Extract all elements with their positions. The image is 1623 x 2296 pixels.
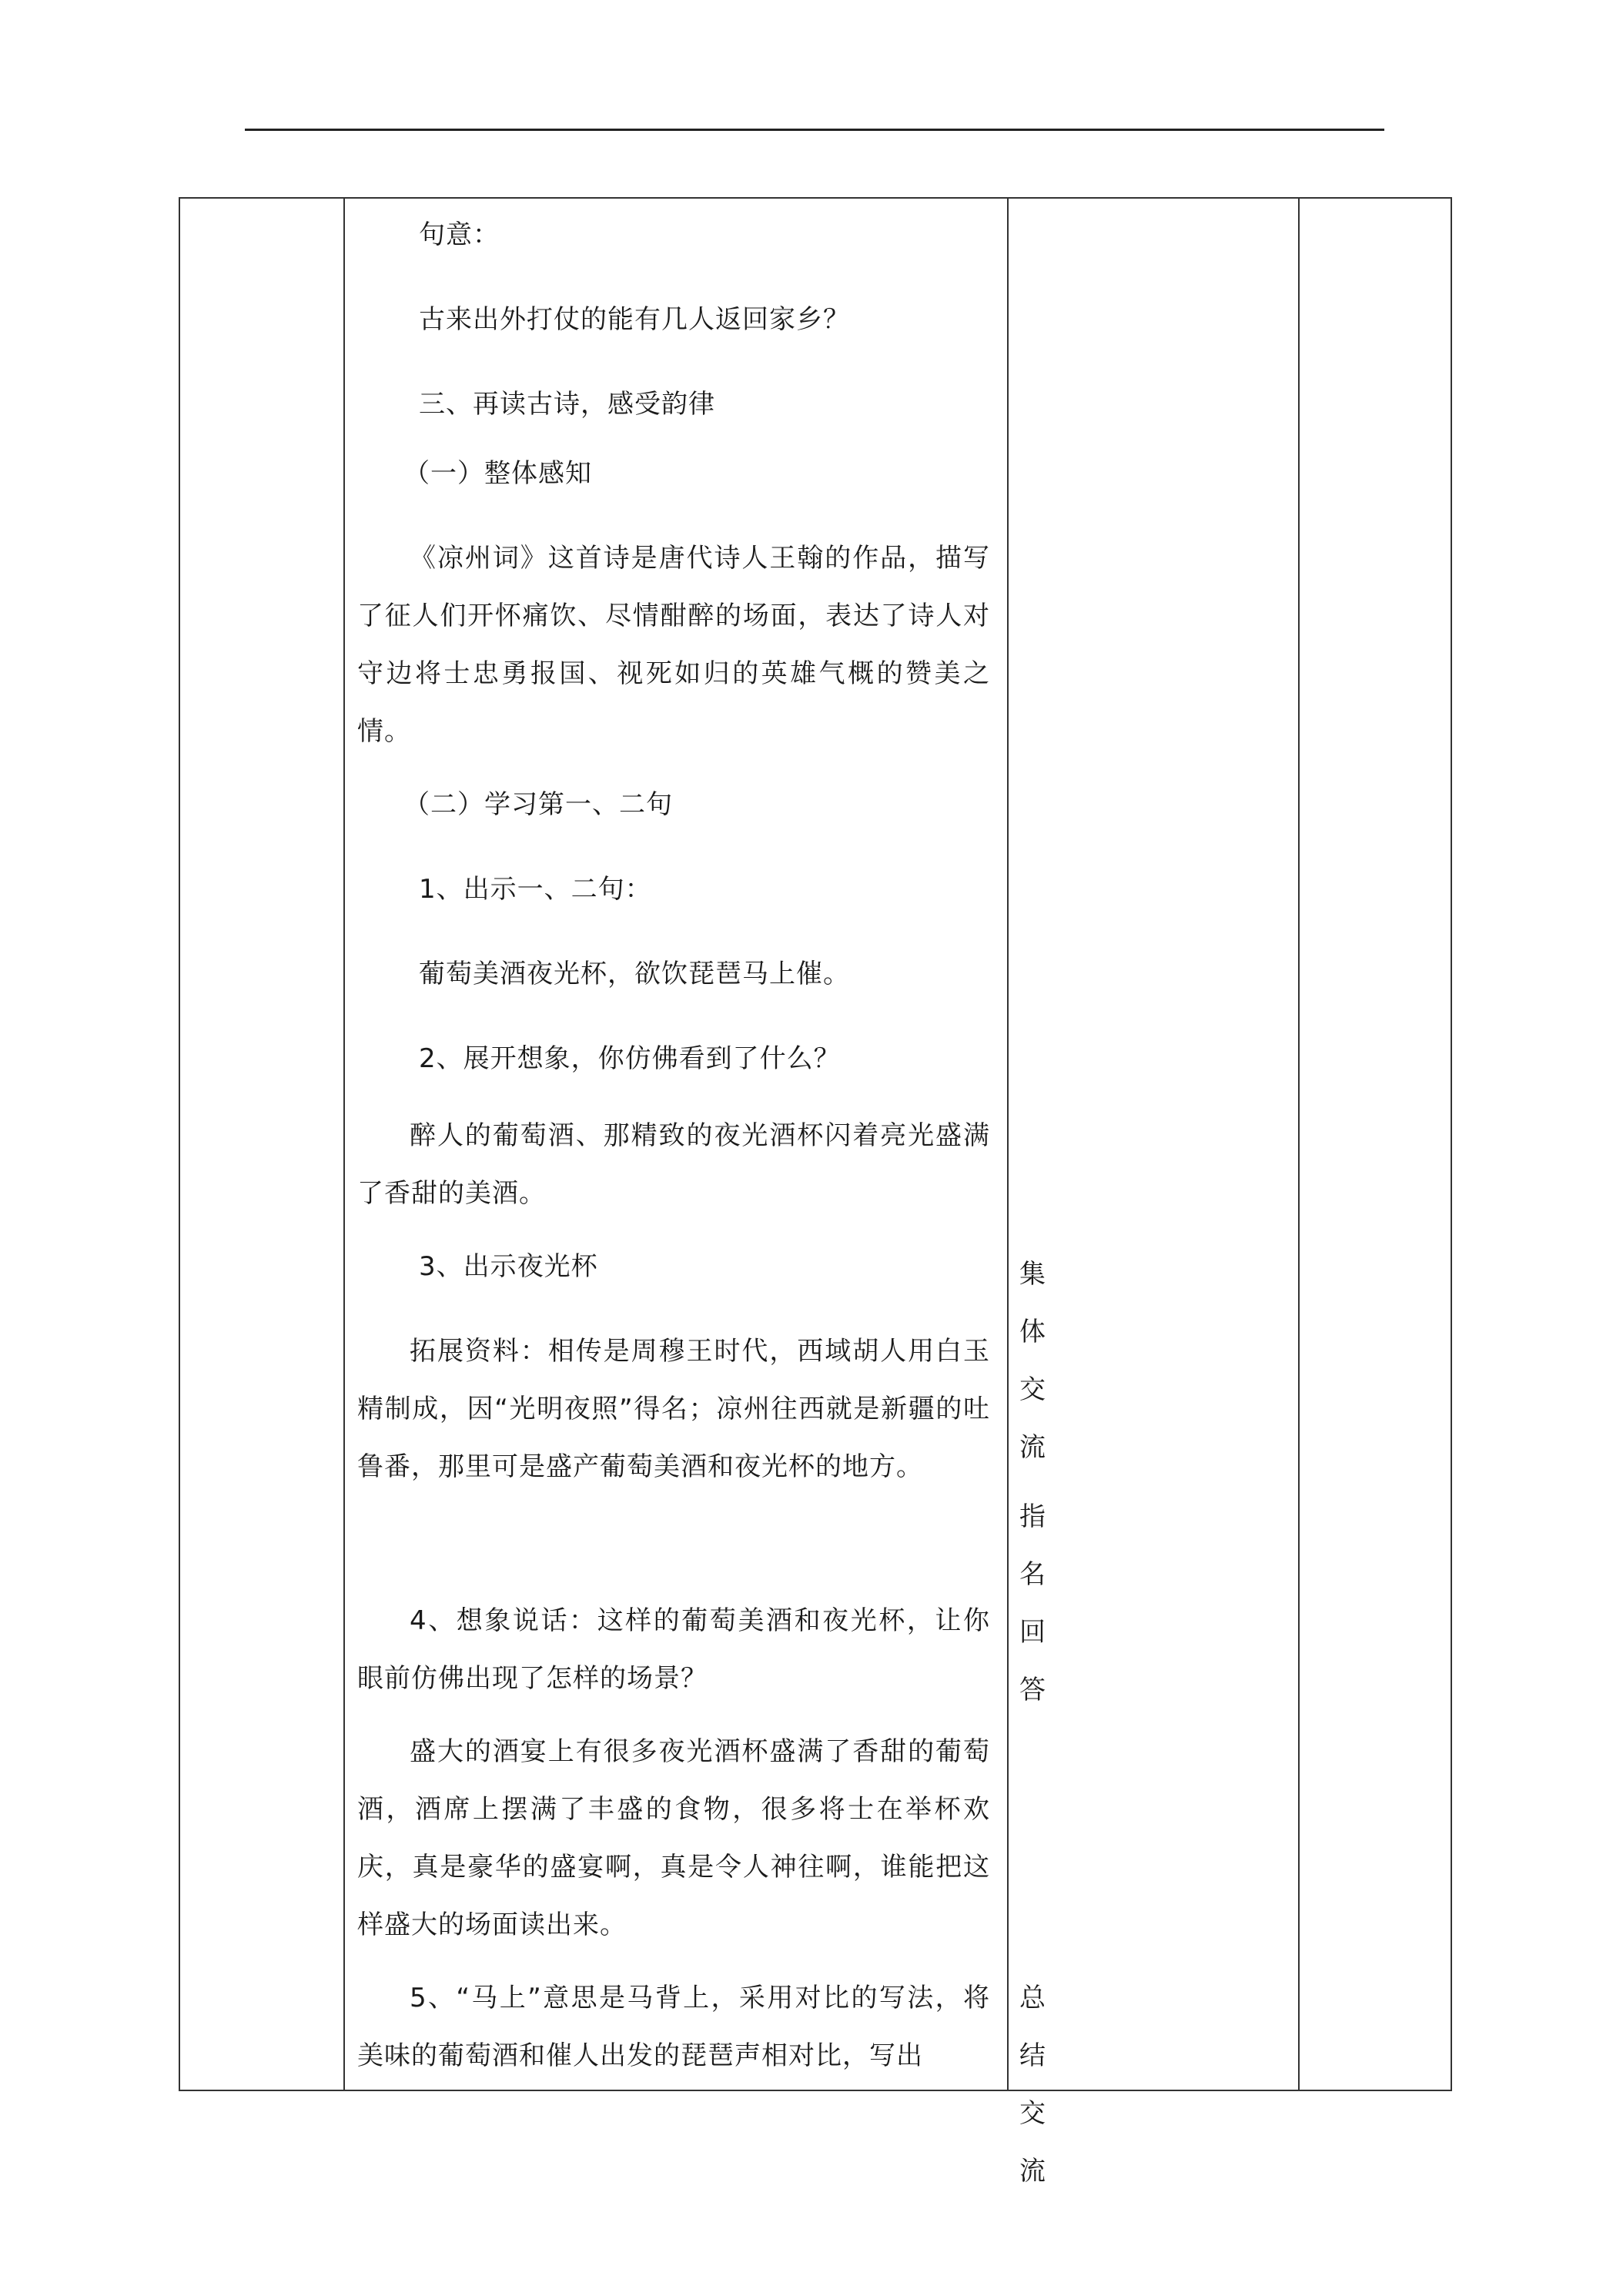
subheading-lines-1-2: （二）学习第一、二句 <box>403 789 673 820</box>
subheading-overall: （一）整体感知 <box>403 458 592 489</box>
column-divider <box>343 199 345 2090</box>
column-divider <box>1298 199 1300 2090</box>
paragraph-poem-intro: 《凉州词》这首诗是唐代诗人王翰的作品，描写了征人们开怀痛饮、尽情酣醉的场面，表达了诗人对守边将士忠勇报国、视死如归的英雄气概的赞美之情。 <box>357 543 990 747</box>
step-5: 5、“马上”意思是马背上，采用对比的写法，将美味的葡萄酒和催人出发的琵琶声相对比，写出 <box>357 1983 990 2071</box>
header-rule <box>245 129 1384 131</box>
step-2: 2、展开想象，你仿佛看到了什么？ <box>419 1043 841 1074</box>
paragraph-extended-info: 拓展资料：相传是周穆王时代，西域胡人用白玉精制成，因“光明夜照”得名；凉州往西就是新疆的吐鲁番，那里可是盛产葡萄美酒和夜光杯的地方。 <box>357 1336 990 1482</box>
activity-named-answer: 指名回答 <box>1019 1501 1046 1705</box>
paragraph-banquet: 盛大的酒宴上有很多夜光酒杯盛满了香甜的葡萄酒，酒席上摆满了丰盛的食物，很多将士在举杯欢庆，真是豪华的盛宴啊，真是令人神往啊，谁能把这样盛大的场面读出来。 <box>357 1736 990 1940</box>
paragraph-imagine: 醉人的葡萄酒、那精致的夜光酒杯闪着亮光盛满了香甜的美酒。 <box>357 1120 990 1209</box>
activity-group-discussion: 集体交流 <box>1019 1259 1046 1463</box>
step-1: 1、出示一、二句： <box>419 874 652 905</box>
activity-summary-discussion: 总结交流 <box>1019 1983 1046 2187</box>
poem-lines: 葡萄美酒夜光杯，欲饮琵琶马上催。 <box>419 959 850 989</box>
paragraph-meaning-text: 古来出外打仗的能有几人返回家乡？ <box>419 304 850 335</box>
section-heading-3: 三、再读古诗，感受韵律 <box>419 389 715 420</box>
step-3: 3、出示夜光杯 <box>419 1251 598 1282</box>
column-divider <box>1007 199 1009 2090</box>
paragraph-sentence-meaning: 句意： <box>419 219 500 250</box>
step-4: 4、想象说话：这样的葡萄美酒和夜光杯，让你眼前仿佛出现了怎样的场景？ <box>357 1605 990 1694</box>
lesson-table <box>179 197 1452 2187</box>
